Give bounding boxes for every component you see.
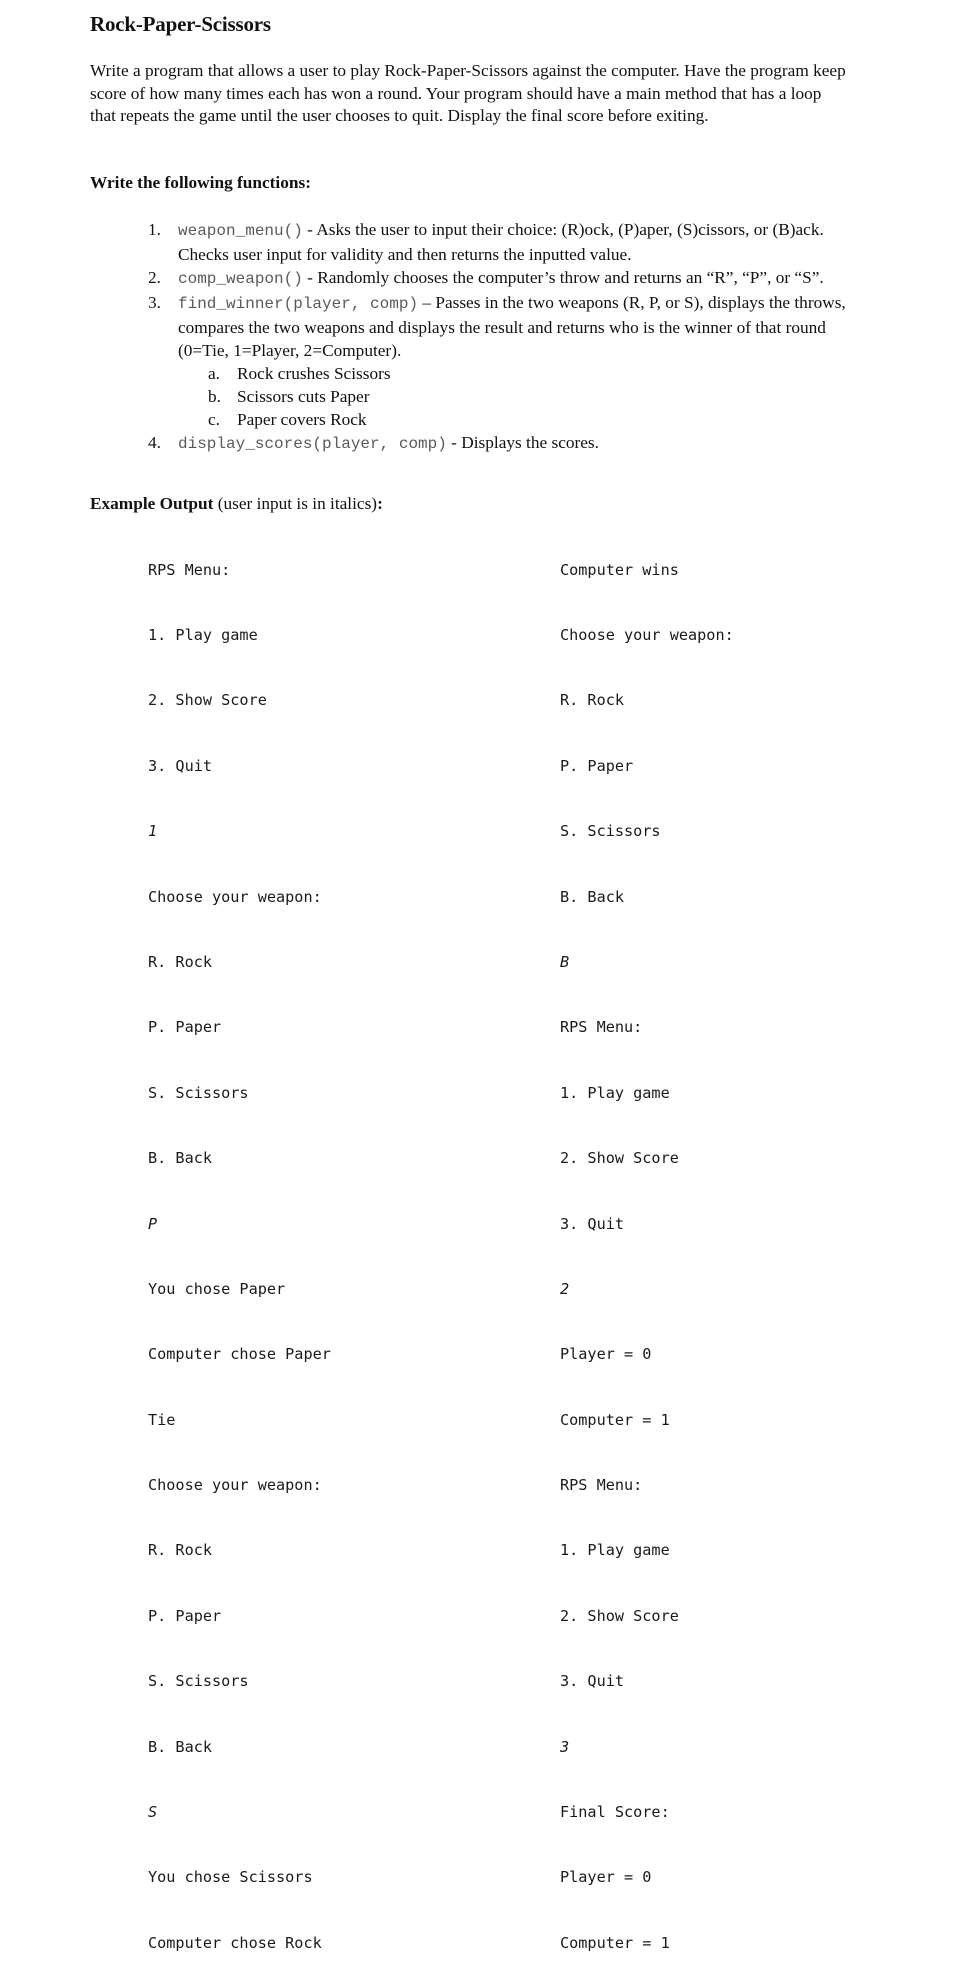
output-line: Tie: [148, 1410, 176, 1429]
output-line: P. Paper: [148, 1606, 222, 1625]
output-line: 2. Show Score: [148, 691, 267, 710]
function-number: 4.: [148, 433, 161, 452]
functions-heading: Write the following functions:: [90, 173, 311, 192]
output-line: You chose Scissors: [148, 1868, 313, 1887]
output-line: 3. Quit: [148, 756, 213, 775]
output-line: R. Rock: [560, 691, 625, 710]
rule-letter: c.: [208, 410, 220, 429]
function-description: – Passes in the two weapons (R, P, or S), displays the throws, compares the two weapons and displays the result and returns who is the winner of that round (0=Tie, 1=Player, 2=Computer).: [178, 293, 846, 360]
output-line: Computer wins: [560, 560, 679, 579]
output-line: Computer chose Paper: [148, 1345, 331, 1364]
output-line: 1. Play game: [560, 1541, 670, 1560]
example-output-right-column: [560, 516, 734, 1976]
output-line: B. Back: [560, 887, 625, 906]
output-line: 1. Play game: [560, 1083, 670, 1102]
output-line: Final Score:: [560, 1803, 670, 1822]
example-output-left-column: [148, 516, 331, 1976]
output-line: RPS Menu:: [560, 1476, 643, 1495]
user-input-line: 1: [148, 822, 158, 841]
output-line: S. Scissors: [560, 822, 661, 841]
output-line: Computer chose Rock: [148, 1933, 322, 1952]
output-line: Choose your weapon:: [148, 1476, 322, 1495]
user-input-line: P: [148, 1214, 158, 1233]
function-number: 2.: [148, 268, 161, 287]
output-line: B. Back: [148, 1149, 213, 1168]
output-line: R. Rock: [148, 952, 213, 971]
function-description: - Randomly chooses the computer’s throw and returns an “R”, “P”, or “S”.: [302, 268, 824, 287]
output-line: RPS Menu:: [148, 560, 231, 579]
output-line: P. Paper: [148, 1018, 222, 1037]
output-line: Computer = 1: [560, 1410, 670, 1429]
function-number: 1.: [148, 220, 161, 239]
output-line: RPS Menu:: [560, 1018, 643, 1037]
page-title: Rock-Paper-Scissors: [90, 12, 271, 36]
output-line: S. Scissors: [148, 1672, 249, 1691]
intro-paragraph: Write a program that allows a user to play Rock-Paper-Scissors against the computer. Have the program keep score of how many times each has won a round. Your program should have a main method that has a loop that repeats the game until the user chooses to quit. Display the final score before exiting.: [90, 61, 846, 126]
user-input-line: B: [560, 952, 570, 971]
output-line: Player = 0: [560, 1868, 652, 1887]
function-signature: weapon_menu(): [178, 222, 303, 240]
output-line: S. Scissors: [148, 1083, 249, 1102]
rule-letter: a.: [208, 364, 220, 383]
output-line: Computer = 1: [560, 1933, 670, 1952]
function-number: 3.: [148, 293, 161, 312]
example-heading-bold: Example Output: [90, 494, 214, 513]
output-line: 2. Show Score: [560, 1606, 679, 1625]
rule-item: [208, 385, 848, 408]
output-line: R. Rock: [148, 1541, 213, 1560]
function-description: - Displays the scores.: [446, 433, 599, 452]
output-line: B. Back: [148, 1737, 213, 1756]
function-signature: comp_weapon(): [178, 270, 303, 288]
function-signature: find_winner(player, comp): [178, 295, 419, 313]
output-line: You chose Paper: [148, 1279, 286, 1298]
rules-list: [178, 362, 848, 431]
rule-item: [208, 362, 848, 385]
function-item: [148, 218, 848, 266]
output-line: 3. Quit: [560, 1214, 625, 1233]
output-line: Choose your weapon:: [560, 625, 734, 644]
output-line: P. Paper: [560, 756, 634, 775]
output-line: 3. Quit: [560, 1672, 625, 1691]
rule-text: Scissors cuts Paper: [237, 387, 370, 406]
function-item: [148, 266, 848, 291]
functions-list: [148, 218, 848, 456]
example-heading-colon: :: [377, 494, 383, 513]
function-item: [148, 291, 848, 431]
example-heading-note: (user input is in italics): [213, 494, 378, 513]
rule-item: [208, 408, 848, 431]
output-line: Player = 0: [560, 1345, 652, 1364]
user-input-line: 3: [560, 1737, 570, 1756]
example-heading: [90, 494, 383, 514]
user-input-line: 2: [560, 1279, 570, 1298]
function-description: - Asks the user to input their choice: (R)ock, (P)aper, (S)cissors, or (B)ack. Checks user input for validity and then returns the inputted value.: [178, 220, 824, 264]
function-signature: display_scores(player, comp): [178, 435, 447, 453]
user-input-line: S: [148, 1803, 158, 1822]
output-line: 2. Show Score: [560, 1149, 679, 1168]
rule-text: Rock crushes Scissors: [237, 364, 391, 383]
function-item: [148, 431, 848, 456]
rule-text: Paper covers Rock: [237, 410, 367, 429]
output-line: 1. Play game: [148, 625, 258, 644]
output-line: Choose your weapon:: [148, 887, 322, 906]
rule-letter: b.: [208, 387, 221, 406]
